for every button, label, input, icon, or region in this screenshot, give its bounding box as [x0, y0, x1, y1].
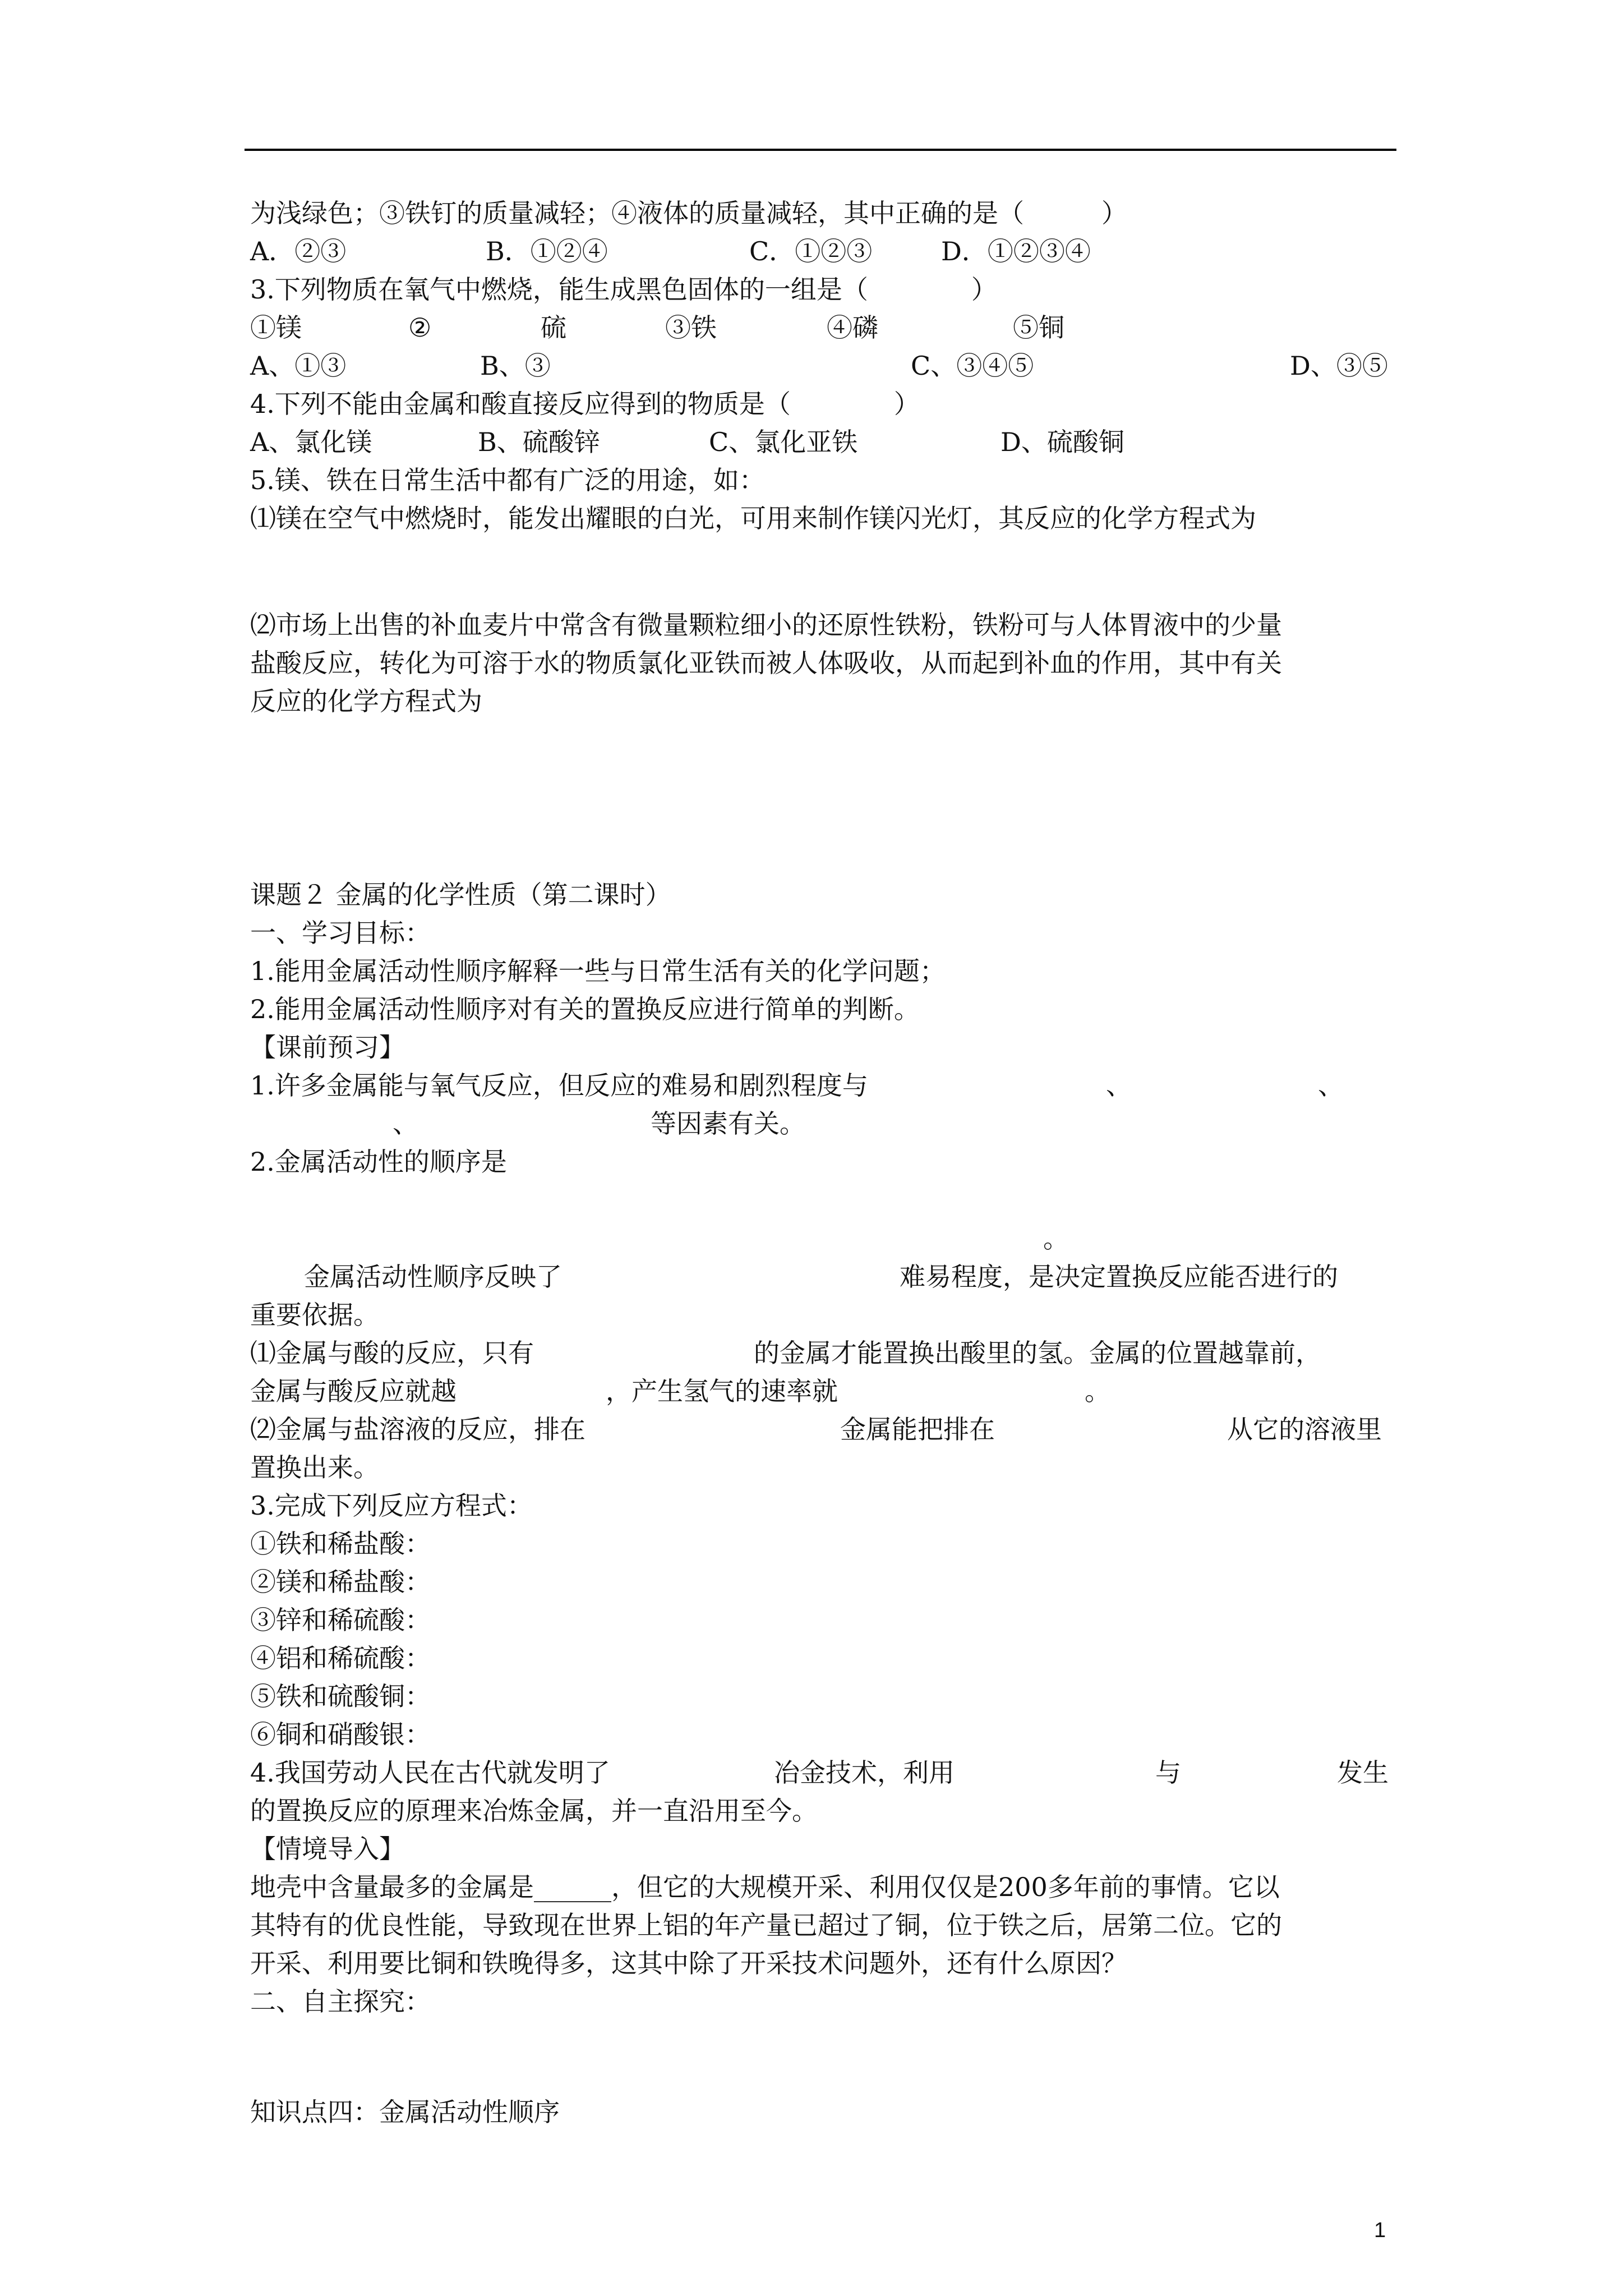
reaction-1: ①铁和稀盐酸： — [250, 1529, 431, 1559]
goals-heading: 一、学习目标： — [250, 918, 431, 948]
preview-3: 3.完成下列反应方程式： — [250, 1490, 533, 1521]
q5-part-2-line-2: 盐酸反应，转化为可溶于水的物质氯化亚铁而被人体吸收，从而起到补血的作用，其中有关 — [250, 648, 1282, 678]
q3-option-a: A、①③ — [250, 351, 347, 381]
preview-1-sep-2: 、 — [1318, 1070, 1344, 1101]
preview-2-end: 。 — [1043, 1223, 1069, 1254]
salt-c: 从它的溶液里 — [1227, 1414, 1382, 1444]
q3-item-2: ② — [408, 312, 432, 343]
preview-4-c: 与 — [1155, 1757, 1181, 1788]
acid-a: ⑴金属与酸的反应，只有 — [250, 1338, 534, 1368]
reaction-2: ②镁和稀盐酸： — [250, 1567, 431, 1597]
preview-4-a: 4.我国劳动人民在古代就发明了 — [250, 1757, 610, 1788]
q3-option-d: D、③⑤ — [1290, 351, 1388, 381]
context-line-2: 其特有的优良性能，导致现在世界上铝的年产量已超过了铜，位于铁之后，居第二位。它的 — [250, 1910, 1282, 1940]
reflect-a: 金属活动性顺序反映了 — [304, 1262, 562, 1292]
q2-option-c: C．①②③ — [749, 236, 873, 266]
preview-4-b: 冶金技术，利用 — [774, 1757, 955, 1788]
lesson-title: 课题２ 金属的化学性质（第二课时） — [250, 880, 671, 910]
salt-b: 金属能把排在 — [840, 1414, 995, 1444]
q5-stem: 5.镁、铁在日常生活中都有广泛的用途，如： — [250, 465, 765, 495]
salt-a: ⑵金属与盐溶液的反应，排在 — [250, 1414, 585, 1444]
context-line-3: 开采、利用要比铜和铁晚得多，这其中除了开采技术问题外，还有什么原因？ — [250, 1948, 1127, 1978]
q3-item-4: ④磷 — [827, 312, 878, 343]
preview-4-d: 发生 — [1337, 1757, 1389, 1788]
q4-option-c: C、氯化亚铁 — [709, 427, 858, 457]
reflect-c: 重要依据。 — [250, 1300, 379, 1330]
reaction-4: ④铝和稀硫酸： — [250, 1643, 431, 1673]
q2-option-d: D．①②③④ — [941, 236, 1091, 266]
context-heading: 【情境导入】 — [250, 1834, 405, 1864]
q5-part-2-line-3: 反应的化学方程式为 — [250, 686, 482, 716]
acid-c: 金属与酸反应就越 — [250, 1376, 457, 1406]
q3-item-1: ①镁 — [250, 312, 302, 343]
preview-1-sep-3: 、 — [393, 1108, 418, 1139]
q2-option-a: A．②③ — [250, 236, 347, 266]
goal-1: 1.能用金属活动性顺序解释一些与日常生活有关的化学问题； — [250, 956, 946, 986]
explore-heading: 二、自主探究： — [250, 1986, 431, 2017]
reaction-6: ⑥铜和硝酸银： — [250, 1719, 431, 1750]
q3-stem: 3.下列物质在氧气中燃烧，能生成黑色固体的一组是（ ） — [250, 274, 997, 305]
reflect-b: 难易程度，是决定置换反应能否进行的 — [900, 1262, 1338, 1292]
acid-e: 。 — [1085, 1376, 1110, 1406]
header-rule — [245, 149, 1396, 151]
q2-option-b: B．①②④ — [486, 236, 608, 266]
q3-option-c: C、③④⑤ — [911, 351, 1034, 381]
goal-2: 2.能用金属活动性顺序对有关的置换反应进行简单的判断。 — [250, 994, 920, 1024]
preview-2: 2.金属活动性的顺序是 — [250, 1147, 507, 1177]
preview-1-sep-1: 、 — [1106, 1070, 1132, 1101]
q4-option-a: A、氯化镁 — [250, 427, 372, 457]
knowledge-point: 知识点四：金属活动性顺序 — [250, 2097, 560, 2127]
q5-part-2-line-1: ⑵市场上出售的补血麦片中常含有微量颗粒细小的还原性铁粉，铁粉可与人体胃液中的少量 — [250, 610, 1282, 640]
acid-d: ，产生氢气的速率就 — [606, 1376, 838, 1406]
context-line-1: 地壳中含量最多的金属是______，但它的大规模开采、利用仅仅是200多年前的事情。它以 — [250, 1872, 1280, 1902]
q2-continuation: 为浅绿色；③铁钉的质量减轻；④液体的质量减轻，其中正确的是（ ） — [250, 198, 1127, 228]
page-number: 1 — [1374, 2219, 1386, 2242]
preview-heading: 【课前预习】 — [250, 1032, 405, 1062]
preview-1-tail: 等因素有关。 — [651, 1108, 805, 1139]
q4-option-d: D、硫酸铜 — [1000, 427, 1124, 457]
reaction-5: ⑤铁和硫酸铜： — [250, 1681, 431, 1711]
preview-4-e: 的置换反应的原理来冶炼金属，并一直沿用至今。 — [250, 1796, 818, 1826]
q5-part-1: ⑴镁在空气中燃烧时，能发出耀眼的白光，可用来制作镁闪光灯，其反应的化学方程式为 — [250, 503, 1256, 533]
q4-option-b: B、硫酸锌 — [478, 427, 600, 457]
q4-stem: 4.下列不能由金属和酸直接反应得到的物质是（ ） — [250, 389, 920, 419]
q3-item-3: ③铁 — [665, 312, 717, 343]
salt-d: 置换出来。 — [250, 1452, 379, 1483]
q3-item-2b: 硫 — [541, 312, 566, 343]
acid-b: 的金属才能置换出酸里的氢。金属的位置越靠前， — [754, 1338, 1321, 1368]
reaction-3: ③锌和稀硫酸： — [250, 1605, 431, 1635]
q3-option-b: B、③ — [480, 351, 551, 381]
q3-item-5: ⑤铜 — [1013, 312, 1064, 343]
preview-1-line-1: 1.许多金属能与氧气反应，但反应的难易和剧烈程度与 — [250, 1070, 868, 1101]
